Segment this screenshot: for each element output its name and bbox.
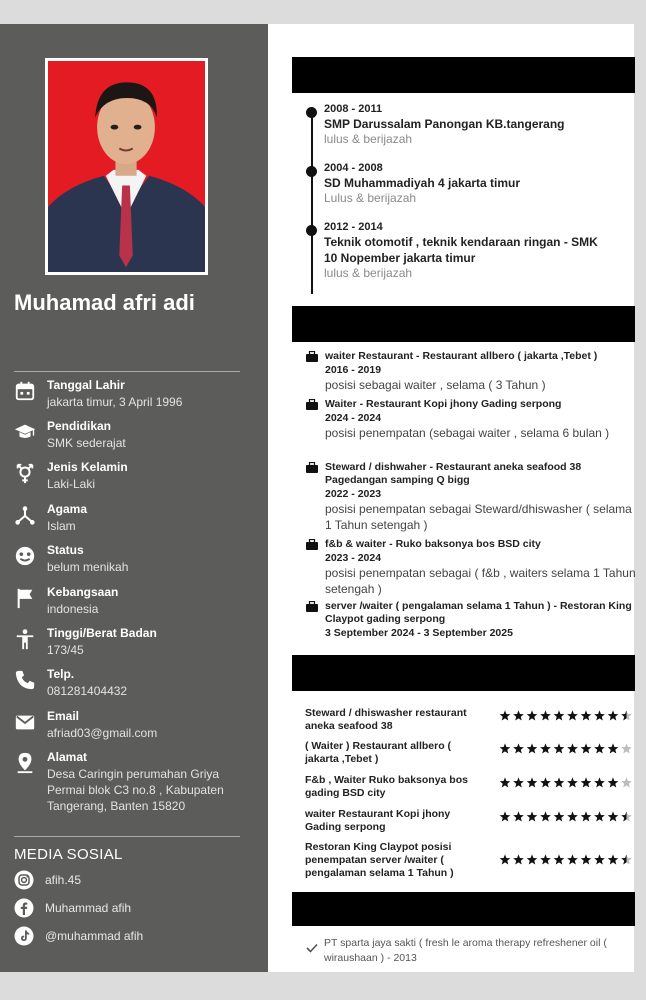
rating-star (594, 811, 605, 821)
education-years: 2012 - 2014 (324, 221, 383, 233)
rating-star (567, 854, 578, 864)
info-label: Pendidikan (47, 419, 112, 433)
rating-star (608, 710, 619, 720)
rating-star (608, 743, 619, 753)
experience-period: 3 September 2024 - 3 September 2025 (325, 627, 513, 639)
sidebar-divider (14, 371, 240, 372)
info-label: Tanggal Lahir (47, 378, 125, 392)
calendar-icon (14, 380, 36, 402)
rating-star (581, 710, 592, 720)
rating-star (554, 777, 565, 787)
timeline-line (311, 108, 313, 294)
timeline-dot (306, 166, 317, 177)
info-value: indonesia (47, 602, 99, 616)
rating-star (513, 710, 524, 720)
info-value: afriad03@gmail.com (47, 726, 158, 740)
briefcase-icon (306, 462, 318, 473)
rating-star (500, 743, 511, 753)
rating-star (608, 777, 619, 787)
experience-period: 2024 - 2024 (325, 412, 382, 424)
info-value: Desa Caringin perumahan Griya Permai blok C3 no.8 , Kabupaten Tangerang, Banten 15820 (47, 767, 224, 813)
rating-star (540, 710, 551, 720)
status-icon (14, 545, 36, 567)
briefcase-icon (306, 351, 318, 362)
checkmark-icon (306, 943, 318, 953)
rating-star (594, 854, 605, 864)
rating-star (513, 854, 524, 864)
rating-star (621, 811, 632, 821)
tiktok-icon (14, 926, 34, 946)
section-bar-skills (292, 655, 635, 691)
education-note: lulus & berijazah (324, 132, 413, 146)
skill-name: waiter Restaurant Kopi jhony Gading serpong (305, 808, 451, 833)
rating-star (621, 710, 632, 720)
experience-title: waiter Restaurant - Restaurant allbero ( jakarta ,Tebet ) (325, 350, 598, 362)
rating-star (527, 854, 538, 864)
rating-star (540, 854, 551, 864)
rating-star (581, 854, 592, 864)
rating-star (554, 710, 565, 720)
info-label: Agama (47, 502, 88, 516)
star-rating (499, 811, 639, 823)
experience-description: posisi penempatan sebagai Steward/dhiswasher ( selama 1 Tahun setengah ) (325, 502, 632, 532)
certificate-text: PT sparta jaya sakti ( fresh le aroma therapy refreshener oil ( wiraushaan ) - 2013 (324, 937, 607, 964)
info-value: Islam (47, 519, 76, 533)
rating-star (594, 777, 605, 787)
rating-star (527, 811, 538, 821)
skill-name: F&b , Waiter Ruko baksonya bos gading BSD city (305, 774, 468, 799)
sidebar (0, 24, 268, 972)
rating-star (513, 743, 524, 753)
instagram-icon (14, 870, 34, 890)
social-handle: Muhammad afih (45, 901, 132, 915)
flag-icon (14, 587, 36, 609)
star-rating (499, 743, 639, 755)
experience-description: posisi sebagai waiter , selama ( 3 Tahun ) (325, 378, 546, 392)
briefcase-icon (306, 399, 318, 410)
social-handle: afih.45 (45, 873, 82, 887)
rating-star (594, 743, 605, 753)
rating-star (540, 743, 551, 753)
religion-icon (14, 504, 36, 526)
star-rating (499, 854, 639, 866)
rating-star (513, 811, 524, 821)
facebook-icon (14, 898, 34, 918)
rating-star (527, 777, 538, 787)
rating-star (513, 777, 524, 787)
education-note: Lulus & berijazah (324, 191, 417, 205)
rating-star (500, 777, 511, 787)
education-years: 2004 - 2008 (324, 162, 383, 174)
info-value: jakarta timur, 3 April 1996 (47, 395, 183, 409)
briefcase-icon (306, 539, 318, 550)
rating-star (567, 811, 578, 821)
rating-star (567, 710, 578, 720)
rating-star (581, 811, 592, 821)
rating-star (621, 743, 632, 753)
timeline-dot (306, 107, 317, 118)
info-label: Telp. (47, 667, 75, 681)
social-section-title: MEDIA SOSIAL (14, 846, 123, 863)
experience-period: 2016 - 2019 (325, 364, 382, 376)
info-value: 081281404432 (47, 684, 128, 698)
section-bar-certificates (292, 892, 635, 926)
experience-title: server /waiter ( pengalaman selama 1 Tahun ) - Restoran King Claypot gading serpong (325, 600, 632, 625)
experience-description: posisi penempatan sebagai ( f&b , waiters selama 1 Tahun setengah ) (325, 566, 636, 596)
social-handle: @muhammad afih (45, 929, 144, 943)
education-note: lulus & berijazah (324, 266, 413, 280)
rating-star (540, 811, 551, 821)
rating-star (540, 777, 551, 787)
section-bar-experience (292, 306, 635, 342)
info-label: Tinggi/Berat Badan (47, 626, 157, 640)
info-label: Email (47, 709, 80, 723)
skill-name: ( Waiter ) Restaurant allbero ( jakarta ,Tebet ) (305, 740, 452, 765)
rating-star (554, 854, 565, 864)
social-facebook[interactable] (14, 898, 254, 920)
profile-photo (45, 58, 208, 275)
section-bar-education (292, 57, 635, 93)
experience-description: posisi penempatan (sebagai waiter , selama 6 bulan ) (325, 426, 610, 440)
star-rating (499, 777, 639, 789)
experience-title: f&b & waiter - Ruko baksonya bos BSD city (325, 538, 541, 550)
gender-icon (14, 462, 36, 484)
skill-name: Steward / dhiswasher restaurant aneka seafood 38 (305, 707, 467, 732)
info-value: 173/45 (47, 643, 84, 657)
education-title: SD Muhammadiyah 4 jakarta timur (324, 176, 521, 190)
email-icon (14, 711, 36, 733)
location-pin-icon (14, 752, 36, 774)
cv-page (0, 24, 634, 972)
info-label: Status (47, 543, 84, 557)
rating-star (608, 811, 619, 821)
info-value: Laki-Laki (47, 477, 96, 491)
star-rating (499, 710, 639, 722)
timeline-dot (306, 225, 317, 236)
rating-star (581, 743, 592, 753)
graduation-cap-icon (14, 421, 36, 443)
briefcase-icon (306, 601, 318, 612)
info-label: Jenis Kelamin (47, 460, 128, 474)
phone-icon (14, 669, 36, 691)
social-tiktok[interactable] (14, 926, 254, 948)
education-title: Teknik otomotif , teknik kendaraan ringan - SMK 10 Nopember jakarta timur (324, 235, 598, 265)
social-instagram[interactable] (14, 870, 254, 892)
rating-star (567, 777, 578, 787)
profile-name: Muhamad afri adi (14, 290, 195, 315)
rating-star (567, 743, 578, 753)
education-title: SMP Darussalam Panongan KB.tangerang (324, 117, 565, 131)
rating-star (594, 710, 605, 720)
skill-name: Restoran King Claypot posisi penempatan server /waiter ( pengalaman selama 1 Tahun ) (305, 841, 454, 879)
rating-star (500, 710, 511, 720)
info-label: Kebangsaan (47, 585, 119, 599)
experience-period: 2023 - 2024 (325, 552, 382, 564)
rating-star (621, 854, 632, 864)
sidebar-divider (14, 836, 240, 837)
info-label: Alamat (47, 750, 88, 764)
rating-star (554, 743, 565, 753)
person-icon (14, 628, 36, 650)
experience-title: Waiter - Restaurant Kopi jhony Gading serpong (325, 398, 562, 410)
rating-star (554, 811, 565, 821)
education-years: 2008 - 2011 (324, 103, 383, 115)
experience-title: Steward / dishwaher - Restaurant aneka seafood 38 Pagedangan samping Q bigg (325, 461, 582, 486)
info-value: belum menikah (47, 560, 129, 574)
rating-star (621, 777, 632, 787)
info-value: SMK sederajat (47, 436, 126, 450)
rating-star (608, 854, 619, 864)
experience-period: 2022 - 2023 (325, 488, 382, 500)
rating-star (527, 710, 538, 720)
rating-star (500, 854, 511, 864)
rating-star (500, 811, 511, 821)
rating-star (581, 777, 592, 787)
rating-star (527, 743, 538, 753)
